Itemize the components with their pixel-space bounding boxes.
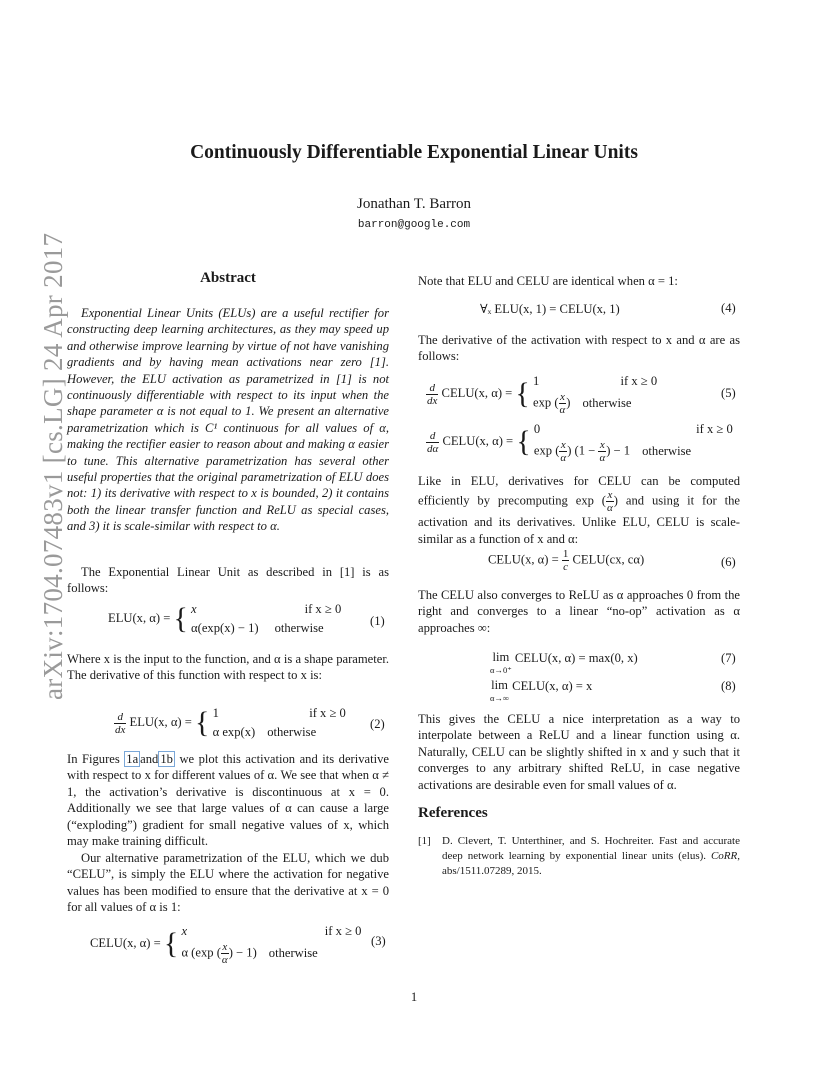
- equation-3: CELU(x, α) = { x if x ≥ 0 α (exp ( $\frac{x}{\alpha}$ ) − 1) otherwise: [90, 924, 362, 966]
- abstract-body: Exponential Linear Units (ELUs) are a useful rectifier for constructing deep learning architectures, as they may speed up and otherwise improve learning by virtue of not have vanishing gradients and by having mean activations near zero [1]. However, the ELU activation as parametrized in [1] is not continuously differentiable with respect to its input when the shape parameter α is not equal to 1. We present an alternative parametrization which is C¹ continuous for all values of α, making the rectifier easier to reason about and making α easier to tune. This alternative parametrization has several other useful properties that the original parametrization of ELU does not: 1) its derivative with respect to x is bounded, 2) it contains both the linear transfer function and ReLU as special cases, and 3) it is scale-similar with respect to α.: [67, 306, 389, 534]
- abstract-heading: Abstract: [200, 270, 256, 286]
- paragraph-celu-intro: Our alternative parametrization of the ELU, which we dub “CELU”, is simply the ELU where the activation for negative values has been modified to ensure that the derivative at x = 0 for all values of α is 1:: [67, 851, 389, 915]
- equation-6: CELU(x, α) = $\frac{1}{c}$ CELU(cx, cα): [488, 548, 645, 573]
- equation-1: ELU(x, α) = { x if x ≥ 0 α(exp(x) − 1) otherwise: [108, 602, 342, 635]
- equation-5b: $\frac{d}{d\alpha}$ CELU(x, α) = { 0 if x ≥ 0 exp ( $\frac{x}{\alpha}$ ) (1 − $\frac{x}{\alpha}$ ) − 1 otherwise: [427, 422, 733, 464]
- equation-2: $\frac{d}{dx}$ ELU(x, α) = { 1 if x ≥ 0 α exp(x) otherwise: [115, 706, 346, 739]
- paragraph-converges: The CELU also converges to ReLU as α approaches 0 from the right and converges to a linear “no-op” activation as α approaches ∞:: [418, 588, 740, 635]
- paragraph-figures: In Figures 1a and 1b we plot this activation and its derivative with respect to x for different values of α. We see that when α ≠ 1, the activation’s derivative is discontinuous at x = 0. Additionally we see that large values of α can cause a large (“exploding”) gradient for small negative values of x, which may make training difficult.: [67, 752, 389, 849]
- figure-1a-link[interactable]: 1a: [126, 752, 139, 766]
- references-heading: References: [418, 805, 488, 821]
- equation-2-number: (2): [370, 717, 385, 731]
- paper-title: Continuously Differentiable Exponential Linear Units: [190, 142, 638, 163]
- equation-1-number: (1): [370, 614, 385, 628]
- author-email[interactable]: barron@google.com: [357, 219, 471, 231]
- equation-5-number: (5): [721, 386, 736, 400]
- paragraph-precompute: Like in ELU, derivatives for CELU can be computed efficiently by precomputing exp ( $\frac{x}{\alpha}$ ) and using it for the activation and its derivatives. Unlike ELU, CELU is scale-similar as a function of x and α:: [418, 474, 740, 546]
- page-number: 1: [410, 990, 418, 1004]
- equation-6-number: (6): [721, 555, 736, 569]
- equation-8-number: (8): [721, 679, 736, 693]
- author-name: Jonathan T. Barron: [356, 196, 471, 212]
- equation-5: $\frac{d}{dx}$ CELU(x, α) = { 1 if x ≥ 0 exp ( $\frac{x}{\alpha}$ ) otherwise: [427, 374, 658, 416]
- paragraph-elu-derivative: Where x is the input to the function, and α is a shape parameter. The derivative of this function with respect to x is:: [67, 652, 389, 683]
- equation-8: lim α→∞ CELU(x, α) = x: [490, 678, 593, 703]
- paragraph-derivatives: The derivative of the activation with respect to x and α are as follows:: [418, 333, 740, 364]
- equation-7: lim α→0⁺ CELU(x, α) = max(0, x): [490, 650, 638, 675]
- paragraph-interpretation: This gives the CELU a nice interpretation as a way to interpolate between a ReLU and a linear function using α. Naturally, CELU can be slightly shifted in x and y such that it converges to any arbitrary shifted ReLU, in case negative activations are desirable even for small values of α.: [418, 712, 740, 792]
- paragraph-identical: Note that ELU and CELU are identical when α = 1:: [418, 274, 678, 288]
- figure-1b-link[interactable]: 1b: [160, 752, 173, 766]
- equation-7-number: (7): [721, 651, 736, 665]
- equation-3-number: (3): [371, 934, 386, 948]
- arxiv-stamp: arXiv:1704.07483v1 [cs.LG] 24 Apr 2017: [38, 232, 68, 700]
- equation-4-number: (4): [721, 301, 736, 315]
- reference-1: [1] D. Clevert, T. Unterthiner, and S. Hochreiter. Fast and accurate deep network learning by exponential linear units (elus). CoRR, abs/1511.07289, 2015.: [418, 835, 740, 877]
- paragraph-elu-intro: The Exponential Linear Unit as described in [1] is as follows:: [67, 565, 389, 596]
- equation-4: ∀ₓ ELU(x, 1) = CELU(x, 1): [480, 302, 620, 316]
